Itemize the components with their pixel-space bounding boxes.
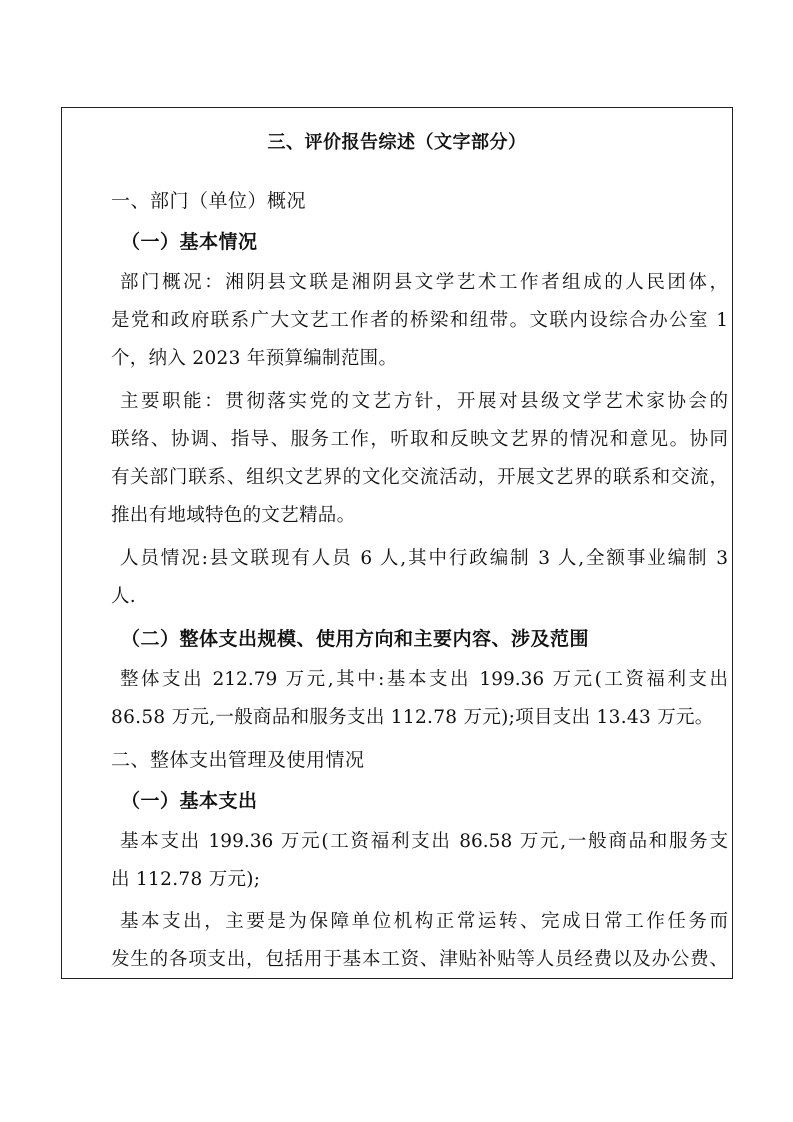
- paragraph-staff-line: 人员情况:县文联现有人员 6 人,其中行政编制 3 人,全额事业编制 3: [120, 548, 728, 569]
- paragraph-expenditure-line: 86.58 万元,一般商品和服务支出 112.78 万元);项目支出 13.43 万元。: [111, 707, 714, 728]
- paragraph-overview-line: 是党和政府联系广大文艺工作者的桥梁和纽带。文联内设综合办公室 1: [111, 310, 728, 331]
- paragraph-expenditure-line: 整体支出 212.79 万元,其中:基本支出 199.36 万元(工资福利支出: [120, 669, 728, 690]
- paragraph-basic-description-line: 发生的各项支出，包括用于基本工资、津贴补贴等人员经费以及办公费、: [111, 949, 728, 970]
- paragraph-basic-description-line: 基本支出，主要是为保障单位机构正常运转、完成日常工作任务而: [120, 911, 728, 932]
- paragraph-overview-line: 个，纳入 2023 年预算编制范围。: [111, 348, 398, 369]
- paragraph-staff-line: 人.: [111, 586, 136, 607]
- heading-department-overview: 一、部门（单位）概况: [111, 190, 307, 212]
- section-title: 三、评价报告综述（文字部分）: [267, 132, 527, 153]
- heading-expenditure-scale: （二）整体支出规模、使用方向和主要内容、涉及范围: [121, 628, 590, 650]
- paragraph-duties-line: 联络、协调、指导、服务工作，听取和反映文艺界的情况和意见。协同: [111, 429, 728, 450]
- paragraph-basic-expenditure-line: 基本支出 199.36 万元(工资福利支出 86.58 万元,一般商品和服务支: [120, 831, 728, 852]
- paragraph-duties-line: 有关部门联系、组织文艺界的文化交流活动，开展文艺界的联系和交流，: [111, 467, 728, 488]
- heading-expenditure-management: 二、整体支出管理及使用情况: [111, 749, 365, 771]
- paragraph-duties-line: 主要职能：贯彻落实党的文艺方针，开展对县级文学艺术家协会的: [120, 391, 728, 412]
- heading-basic-expenditure: （一）基本支出: [121, 790, 258, 812]
- paragraph-overview-line: 部门概况：湘阴县文联是湘阴县文学艺术工作者组成的人民团体，: [120, 272, 728, 293]
- paragraph-duties-line: 推出有地域特色的文艺精品。: [111, 505, 356, 526]
- heading-basic-situation: （一）基本情况: [121, 231, 258, 253]
- report-frame: [61, 107, 733, 979]
- paragraph-basic-expenditure-line: 出 112.78 万元);: [111, 869, 261, 890]
